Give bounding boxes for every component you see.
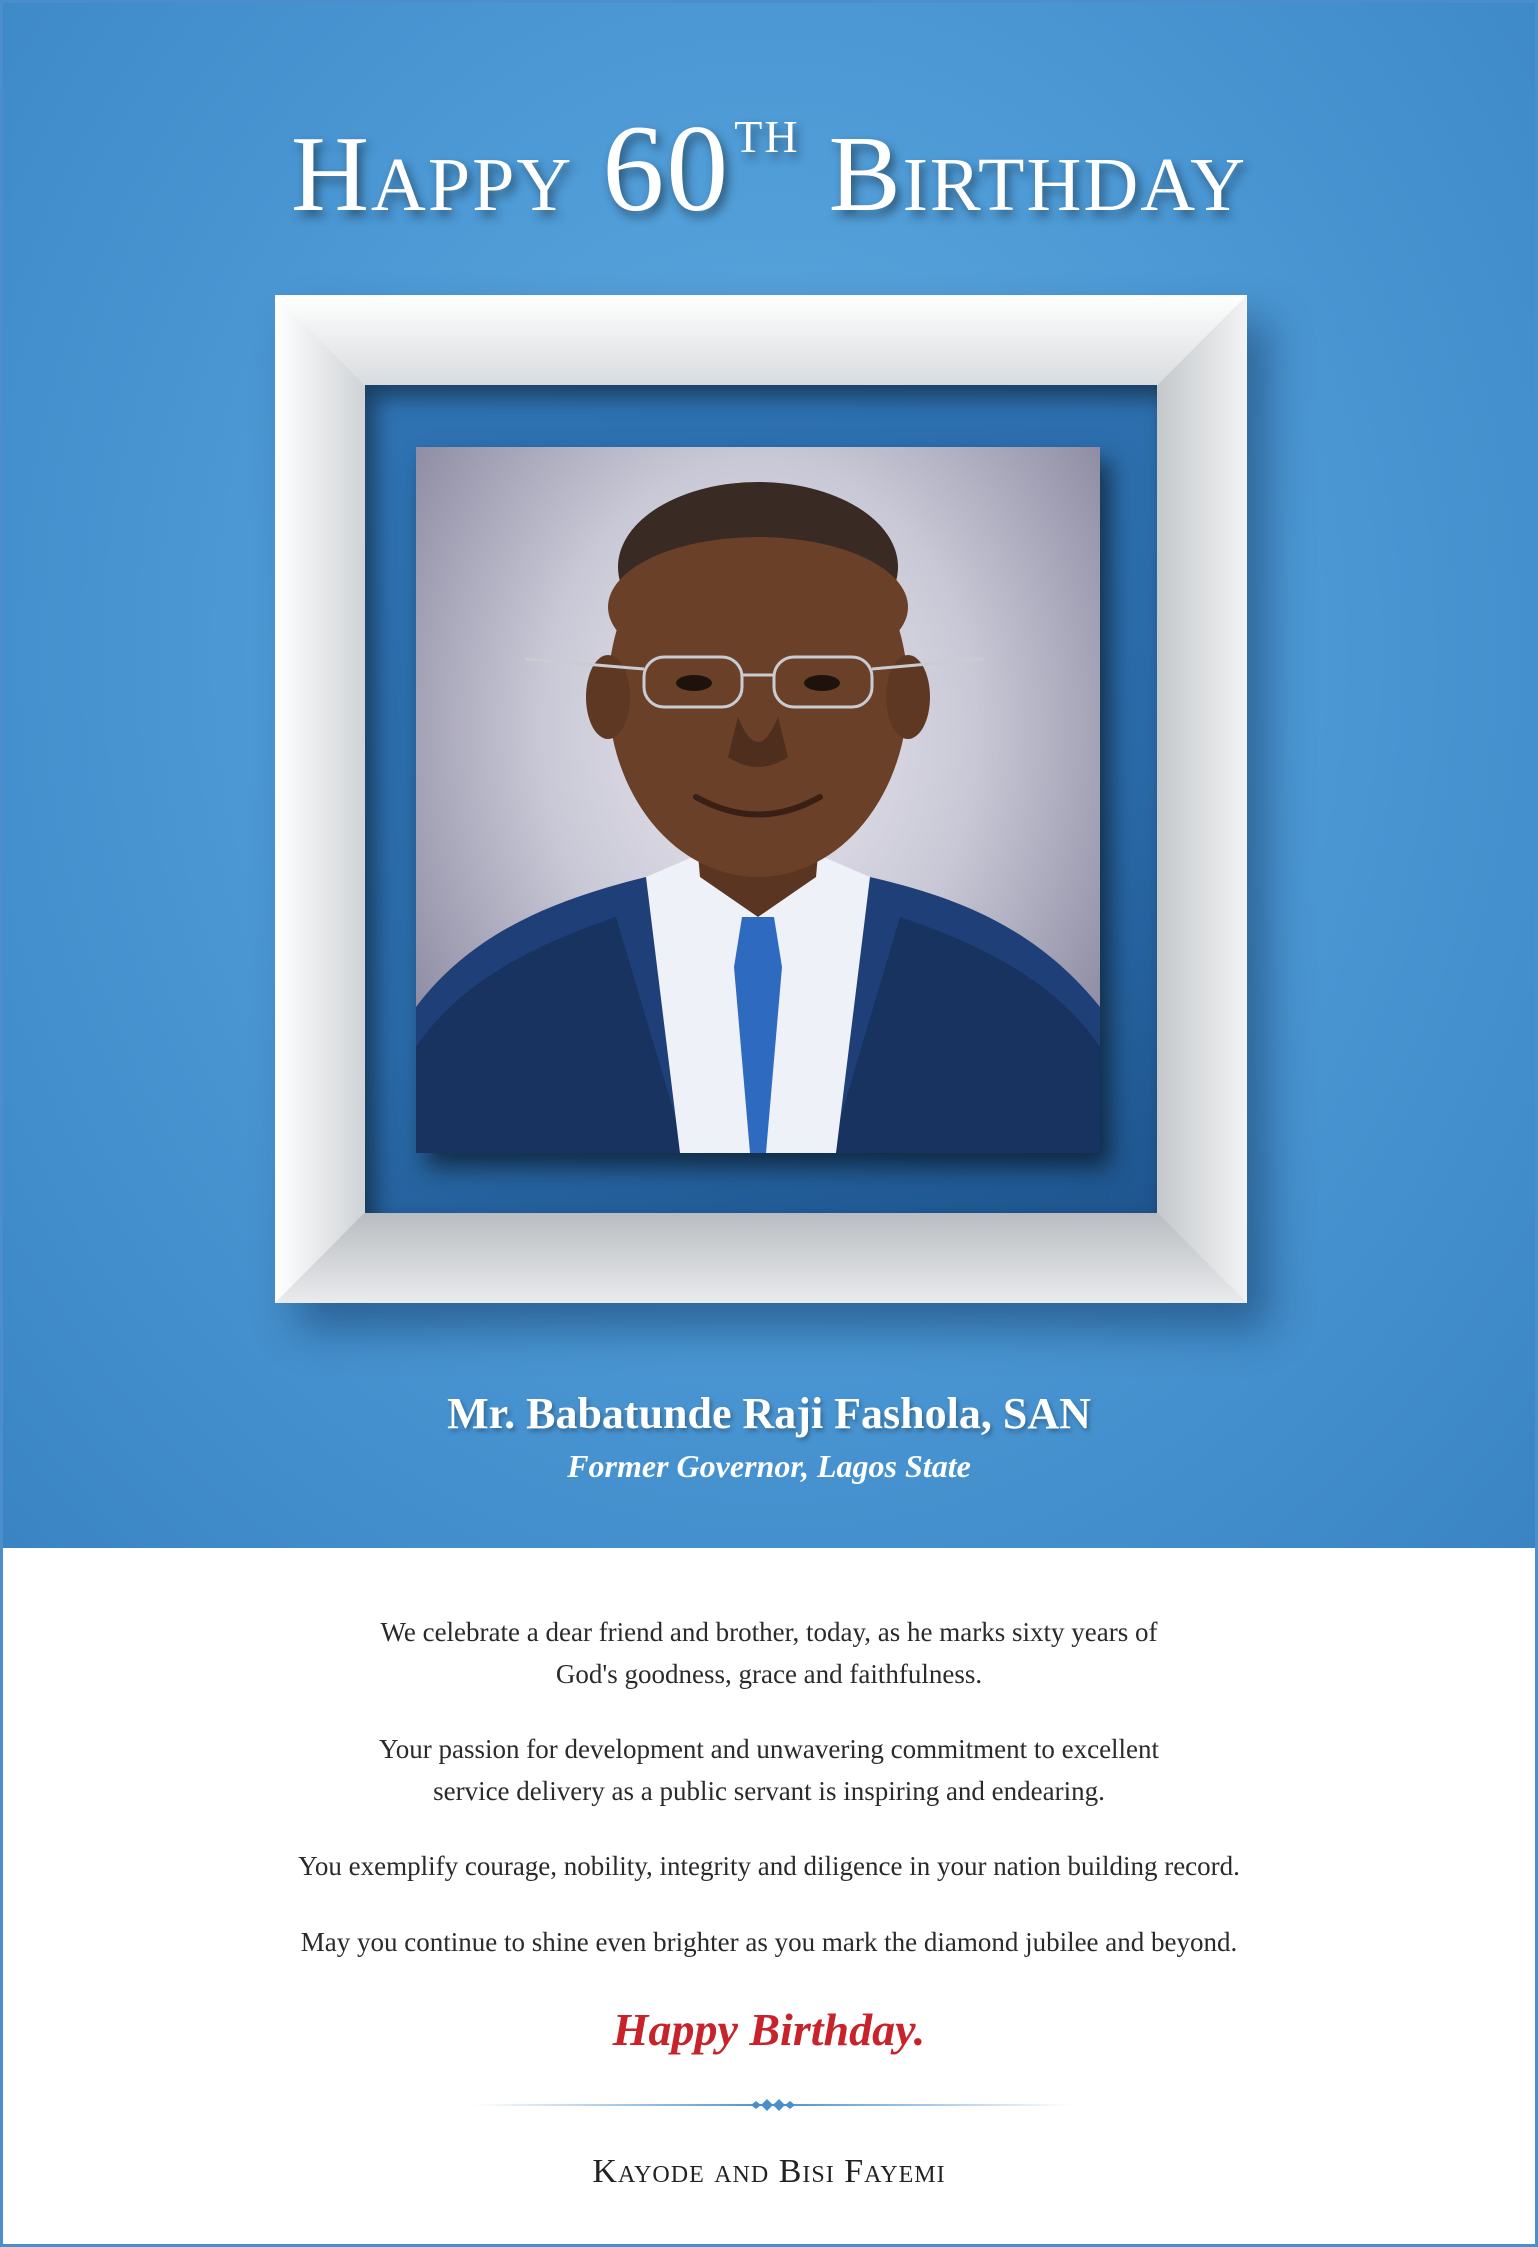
headline-suffix: TH — [734, 111, 800, 162]
signature: Kayode and Bisi Fayemi — [592, 2153, 946, 2190]
message-paragraph-3: You exemplify courage, nobility, integrity and diligence in your nation building record. — [298, 1851, 1240, 1881]
portrait-photo — [416, 447, 1100, 1153]
message-paragraph-4: May you continue to shine even brighter as you mark the diamond jubilee and beyond. — [300, 1927, 1238, 1957]
headline-number: 60 — [602, 100, 731, 237]
blue-header-panel — [3, 3, 1535, 1548]
celebrant-name: Mr. Babatunde Raji Fashola, SAN — [447, 1389, 1091, 1438]
headline-happy: Happy — [290, 115, 574, 234]
message-paragraph-2: Your passion for development and unwavering commitment to excellent service delivery as a public servant is inspiring and endearing. — [378, 1734, 1160, 1806]
message-paragraph-1: We celebrate a dear friend and brother, today, as he marks sixty years of God's goodness, grace and faithfulness. — [380, 1617, 1158, 1689]
headline-birthday: Birthday — [828, 115, 1248, 234]
celebrant-role: Former Governor, Lagos State — [567, 1448, 971, 1484]
closing-greeting: Happy Birthday. — [612, 2004, 926, 2055]
ornament-divider — [473, 2097, 1073, 2113]
headline — [3, 98, 1535, 240]
